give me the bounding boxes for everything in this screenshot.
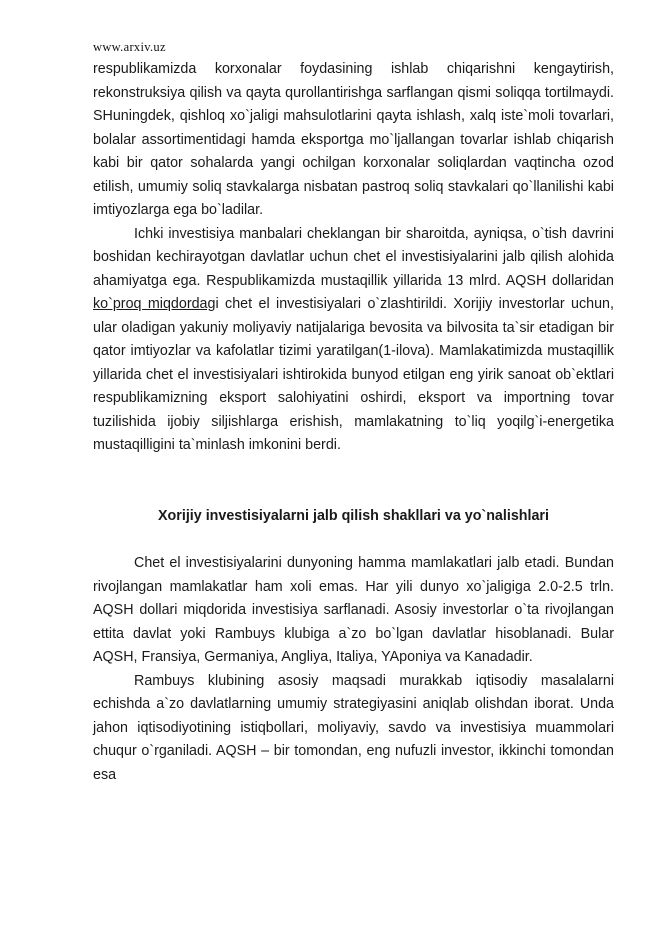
- paragraph-1: respublikamizda korxonalar foydasining ishlab chiqarishni kengaytirish, rekonstruksiya qilish va qayta qurollantirishga sarflangan qismi soliqqa tortilmaydi. SHuningdek, qishloq xo`jaligi mahsulotlarini qayta ishlash, xalq iste`moli tovarlari, bolalar assortimentidagi hamda eksportga mo`ljallangan tovarlar ishlab chiqarish kabi bir qator sohalarda yangi ochilgan korxonalar soliqlardan vaqtincha ozod etilish, umumiy soliq stavkalarga nisbatan pastroq soliq stavkalari qo`llanilishi kabi imtiyozlarga ega bo`ladilar.: [93, 61, 614, 218]
- paragraph-2: [93, 223, 614, 458]
- site-url-header: www.arxiv.uz: [93, 40, 166, 54]
- inline-link[interactable]: ko`proq miqdordag: [93, 296, 216, 312]
- paragraph-2-text-end: i chet el investisiyalari o`zlashtirildi. Xorijiy investorlar uchun, ular oladigan yakuniy moliyaviy natijalariga bevosita va bilvosita ta`sir etadigan bir qator imtiyozlar va kafolatlar tizimi yaratilgan(1-ilova). Mamlakatimizda mustaqillik yillarida chet el investisiyalari ishtirokida bunyod etilgan eng yirik sanoat ob`ektlari respublikamizning eksport salohiyatini oshirdi, eksport va importning tovar tuzilishida ijobiy siljishlarga erishish, mamlakatning to`liq yoqilg`i-energetika mustaqilligini ta`minlash imkonini berdi.: [93, 296, 614, 453]
- spacer: [93, 458, 614, 505]
- paragraph-2-text-start: Ichki investisiya manbalari cheklangan bir sharoitda, ayniqsa, o`tish davrini boshidan kechirayotgan davlatlar uchun chet el investisiyalarini jalb qilish alohida ahamiyatga ega. Respublikamizda mustaqillik yillarida 13 mlrd. AQSH dollaridan: [93, 225, 614, 289]
- spacer: [93, 528, 614, 552]
- paragraph-4: Rambuys klubining asosiy maqsadi murakkab iqtisodiy masalalarni echishda a`zo davlatlarning umumiy strategiyasini aniqlab olishdan iborat. Unda jahon iqtisodiyotining istiqbollari, moliyaviy, savdo va investisiya muammolari chuqur o`rganiladi. AQSH – bir tomondan, eng nufuzli investor, ikkinchi tomondan esa: [93, 672, 614, 783]
- section-heading: Xorijiy investisiyalarni jalb qilish shakllari va yo`nalishlari: [158, 507, 549, 524]
- paragraph-3: Chet el investisiyalarini dunyoning hamma mamlakatlari jalb etadi. Bundan rivojlangan mamlakatlar ham xoli emas. Har yili dunyo xo`jaligiga 2.0-2.5 trln. AQSH dollari miqdorida investisiya sarflanadi. Asosiy investorlar o`ta rivojlangan ettita davlat yoki Rambuys klubiga a`zo bo`lgan davlatlar hisoblanadi. Bular AQSH, Fransiya, Germaniya, Angliya, Italiya, YAponiya va Kanadadir.: [93, 555, 614, 665]
- document-body: [93, 58, 614, 787]
